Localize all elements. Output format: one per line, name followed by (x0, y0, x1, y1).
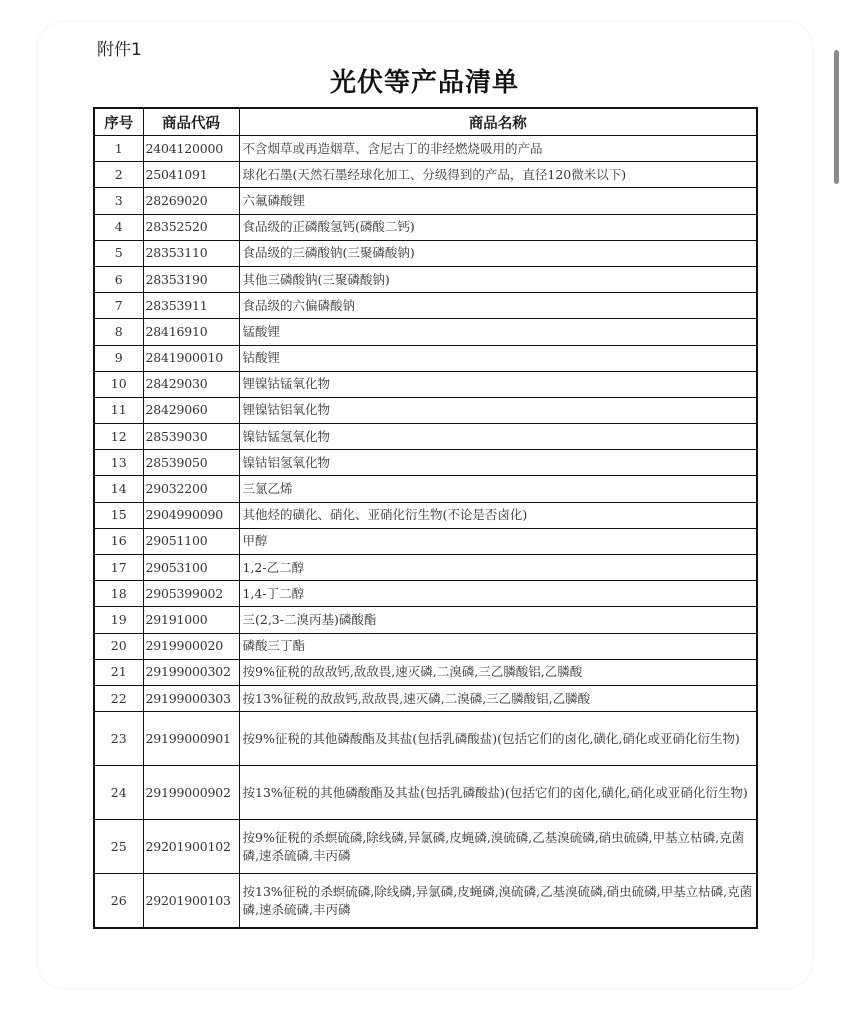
row-code: 29032200 (143, 476, 239, 502)
row-name: 食品级的正磷酸氢钙(磷酸二钙) (239, 214, 757, 240)
row-code: 28539030 (143, 424, 239, 450)
row-seq: 22 (94, 685, 143, 711)
row-seq: 14 (94, 476, 143, 502)
product-list-table (93, 107, 758, 929)
row-code: 2404120000 (143, 136, 239, 162)
row-seq: 17 (94, 555, 143, 581)
row-code: 28429060 (143, 397, 239, 423)
row-seq: 13 (94, 450, 143, 476)
table-row (94, 240, 757, 266)
row-code: 29199000302 (143, 659, 239, 685)
row-code: 2904990090 (143, 502, 239, 528)
row-name: 锂镍钴锰氧化物 (239, 371, 757, 397)
row-seq: 6 (94, 266, 143, 292)
row-name: 食品级的三磷酸钠(三聚磷酸钠) (239, 240, 757, 266)
row-code: 29191000 (143, 607, 239, 633)
row-seq: 15 (94, 502, 143, 528)
table-row (94, 162, 757, 188)
row-name: 镍钴铝氢氧化物 (239, 450, 757, 476)
row-seq: 19 (94, 607, 143, 633)
table-row (94, 581, 757, 607)
row-name: 其他三磷酸钠(三聚磷酸钠) (239, 266, 757, 292)
row-code: 29199000303 (143, 685, 239, 711)
table-row (94, 502, 757, 528)
table-row (94, 476, 757, 502)
row-code: 29199000902 (143, 766, 239, 820)
table-row (94, 450, 757, 476)
row-code: 25041091 (143, 162, 239, 188)
row-code: 29053100 (143, 555, 239, 581)
table-row (94, 766, 757, 820)
table-row (94, 266, 757, 292)
row-code: 29051100 (143, 528, 239, 554)
row-seq: 10 (94, 371, 143, 397)
row-name: 食品级的六偏磷酸钠 (239, 293, 757, 319)
table-row (94, 424, 757, 450)
row-code: 29201900102 (143, 820, 239, 874)
row-seq: 20 (94, 633, 143, 659)
row-seq: 23 (94, 712, 143, 766)
row-name: 按9%征税的敌敌钙,敌敌畏,速灭磷,二溴磷,三乙膦酸铝,乙膦酸 (239, 659, 757, 685)
row-seq: 18 (94, 581, 143, 607)
table-row (94, 214, 757, 240)
row-name: 1,2-乙二醇 (239, 555, 757, 581)
row-name: 钴酸锂 (239, 345, 757, 371)
row-code: 28353911 (143, 293, 239, 319)
header-name: 商品名称 (239, 108, 757, 136)
row-code: 28352520 (143, 214, 239, 240)
table-row (94, 659, 757, 685)
table-row (94, 633, 757, 659)
row-seq: 8 (94, 319, 143, 345)
table-row (94, 188, 757, 214)
row-code: 28353190 (143, 266, 239, 292)
table-row (94, 712, 757, 766)
row-name: 按9%征税的杀螟硫磷,除线磷,异氯磷,皮蝇磷,溴硫磷,乙基溴硫磷,硝虫硫磷,甲基立枯磷,克菌磷,速杀硫磷,丰丙磷 (239, 820, 757, 874)
row-code: 2905399002 (143, 581, 239, 607)
table-row (94, 874, 757, 929)
row-name: 镍钴锰氢氧化物 (239, 424, 757, 450)
row-name: 三氯乙烯 (239, 476, 757, 502)
table-row (94, 319, 757, 345)
row-seq: 7 (94, 293, 143, 319)
row-name: 其他烃的磺化、硝化、亚硝化衍生物(不论是否卤化) (239, 502, 757, 528)
row-code: 28539050 (143, 450, 239, 476)
table-row (94, 820, 757, 874)
header-code: 商品代码 (143, 108, 239, 136)
row-seq: 24 (94, 766, 143, 820)
row-code: 29201900103 (143, 874, 239, 929)
row-seq: 25 (94, 820, 143, 874)
row-seq: 9 (94, 345, 143, 371)
row-seq: 21 (94, 659, 143, 685)
row-name: 六氟磷酸锂 (239, 188, 757, 214)
row-name: 按13%征税的杀螟硫磷,除线磷,异氯磷,皮蝇磷,溴硫磷,乙基溴硫磷,硝虫硫磷,甲基立枯磷,克菌磷,速杀硫磷,丰丙磷 (239, 874, 757, 929)
row-code: 29199000901 (143, 712, 239, 766)
table-header-row (94, 108, 757, 136)
row-seq: 4 (94, 214, 143, 240)
row-name: 球化石墨(天然石墨经球化加工、分级得到的产品，直径120微米以下) (239, 162, 757, 188)
attachment-label: 附件1 (97, 40, 142, 60)
table-row (94, 685, 757, 711)
table-row (94, 607, 757, 633)
row-seq: 12 (94, 424, 143, 450)
row-name: 锰酸锂 (239, 319, 757, 345)
row-seq: 2 (94, 162, 143, 188)
table-row (94, 555, 757, 581)
row-code: 28416910 (143, 319, 239, 345)
header-seq: 序号 (94, 108, 143, 136)
row-name: 甲醇 (239, 528, 757, 554)
row-name: 按13%征税的其他磷酸酯及其盐(包括乳磷酸盐)(包括它们的卤化,磺化,硝化或亚硝化衍生物) (239, 766, 757, 820)
row-name: 1,4-丁二醇 (239, 581, 757, 607)
table-row (94, 397, 757, 423)
row-code: 28353110 (143, 240, 239, 266)
row-code: 2841900010 (143, 345, 239, 371)
table-row (94, 345, 757, 371)
row-name: 三(2,3-二溴丙基)磷酸酯 (239, 607, 757, 633)
row-name: 磷酸三丁酯 (239, 633, 757, 659)
row-code: 28269020 (143, 188, 239, 214)
table-row (94, 371, 757, 397)
row-code: 2919900020 (143, 633, 239, 659)
table-row (94, 293, 757, 319)
row-name: 不含烟草或再造烟草、含尼古丁的非经燃烧吸用的产品 (239, 136, 757, 162)
row-seq: 5 (94, 240, 143, 266)
table-row (94, 528, 757, 554)
row-seq: 11 (94, 397, 143, 423)
table-row (94, 136, 757, 162)
row-name: 按13%征税的敌敌钙,敌敌畏,速灭磷,二溴磷,三乙膦酸铝,乙膦酸 (239, 685, 757, 711)
row-seq: 3 (94, 188, 143, 214)
row-seq: 1 (94, 136, 143, 162)
row-seq: 26 (94, 874, 143, 929)
row-name: 锂镍钴铝氧化物 (239, 397, 757, 423)
row-name: 按9%征税的其他磷酸酯及其盐(包括乳磷酸盐)(包括它们的卤化,磺化,硝化或亚硝化衍生物) (239, 712, 757, 766)
row-code: 28429030 (143, 371, 239, 397)
document-title: 光伏等产品清单 (329, 68, 519, 98)
row-seq: 16 (94, 528, 143, 554)
